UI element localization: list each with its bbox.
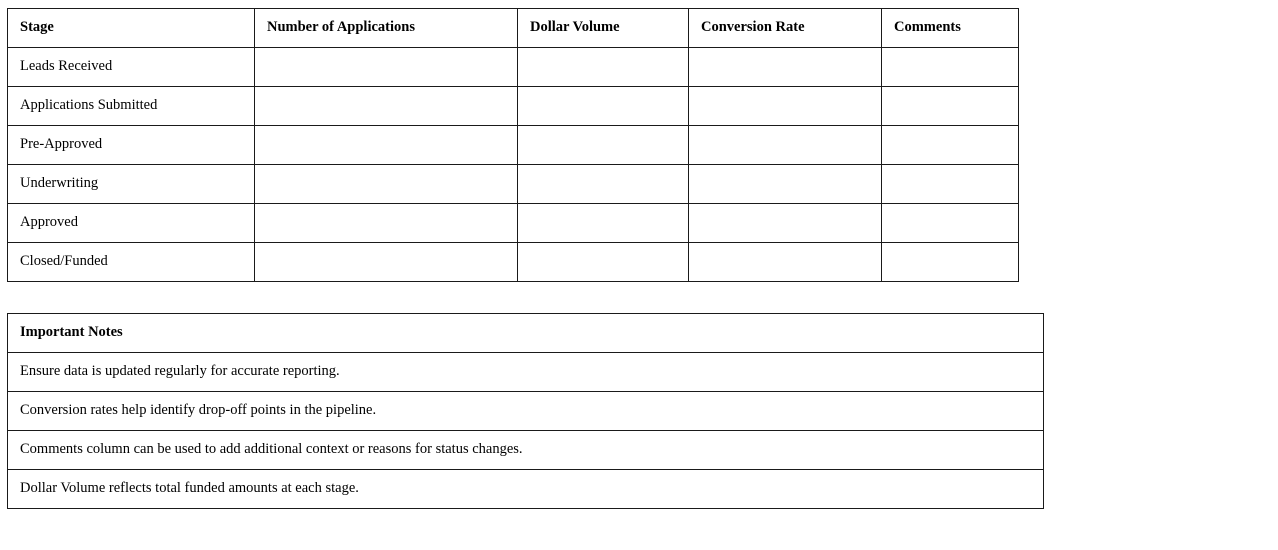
- note-row: [8, 431, 1044, 470]
- cell-stage: Underwriting: [8, 165, 255, 204]
- cell-dollar-volume[interactable]: [518, 204, 689, 243]
- cell-comments[interactable]: [882, 243, 1019, 282]
- column-header-stage: Stage: [8, 9, 255, 48]
- cell-applications[interactable]: [255, 126, 518, 165]
- important-notes-table: [7, 313, 1044, 509]
- cell-conversion-rate[interactable]: [689, 87, 882, 126]
- table-header-row: [8, 9, 1019, 48]
- note-row: [8, 392, 1044, 431]
- cell-applications[interactable]: [255, 165, 518, 204]
- cell-conversion-rate[interactable]: [689, 243, 882, 282]
- column-header-comments: Comments: [882, 9, 1019, 48]
- cell-conversion-rate[interactable]: [689, 48, 882, 87]
- table-row: [8, 48, 1019, 87]
- pipeline-table-body: [8, 48, 1019, 282]
- table-row: [8, 165, 1019, 204]
- cell-dollar-volume[interactable]: [518, 165, 689, 204]
- cell-applications[interactable]: [255, 48, 518, 87]
- cell-stage: Closed/Funded: [8, 243, 255, 282]
- column-header-number-of-applications: Number of Applications: [255, 9, 518, 48]
- cell-applications[interactable]: [255, 87, 518, 126]
- note-item: Comments column can be used to add additional context or reasons for status changes.: [8, 431, 1044, 470]
- cell-dollar-volume[interactable]: [518, 48, 689, 87]
- cell-stage: Approved: [8, 204, 255, 243]
- column-header-dollar-volume: Dollar Volume: [518, 9, 689, 48]
- cell-conversion-rate[interactable]: [689, 165, 882, 204]
- cell-comments[interactable]: [882, 165, 1019, 204]
- notes-header-label: Important Notes: [8, 314, 1044, 353]
- cell-applications[interactable]: [255, 204, 518, 243]
- cell-stage: Applications Submitted: [8, 87, 255, 126]
- cell-comments[interactable]: [882, 87, 1019, 126]
- cell-dollar-volume[interactable]: [518, 243, 689, 282]
- table-row: [8, 126, 1019, 165]
- cell-dollar-volume[interactable]: [518, 126, 689, 165]
- notes-table-body: [8, 314, 1044, 509]
- pipeline-table-header: [8, 9, 1019, 48]
- pipeline-table: [7, 8, 1019, 282]
- table-row: [8, 204, 1019, 243]
- cell-comments[interactable]: [882, 204, 1019, 243]
- cell-applications[interactable]: [255, 243, 518, 282]
- cell-dollar-volume[interactable]: [518, 87, 689, 126]
- note-item: Dollar Volume reflects total funded amounts at each stage.: [8, 470, 1044, 509]
- notes-header-row: [8, 314, 1044, 353]
- note-item: Conversion rates help identify drop-off points in the pipeline.: [8, 392, 1044, 431]
- cell-conversion-rate[interactable]: [689, 126, 882, 165]
- cell-stage: Pre-Approved: [8, 126, 255, 165]
- cell-comments[interactable]: [882, 48, 1019, 87]
- cell-conversion-rate[interactable]: [689, 204, 882, 243]
- cell-stage: Leads Received: [8, 48, 255, 87]
- column-header-conversion-rate: Conversion Rate: [689, 9, 882, 48]
- table-row: [8, 243, 1019, 282]
- note-item: Ensure data is updated regularly for accurate reporting.: [8, 353, 1044, 392]
- table-row: [8, 87, 1019, 126]
- note-row: [8, 470, 1044, 509]
- cell-comments[interactable]: [882, 126, 1019, 165]
- note-row: [8, 353, 1044, 392]
